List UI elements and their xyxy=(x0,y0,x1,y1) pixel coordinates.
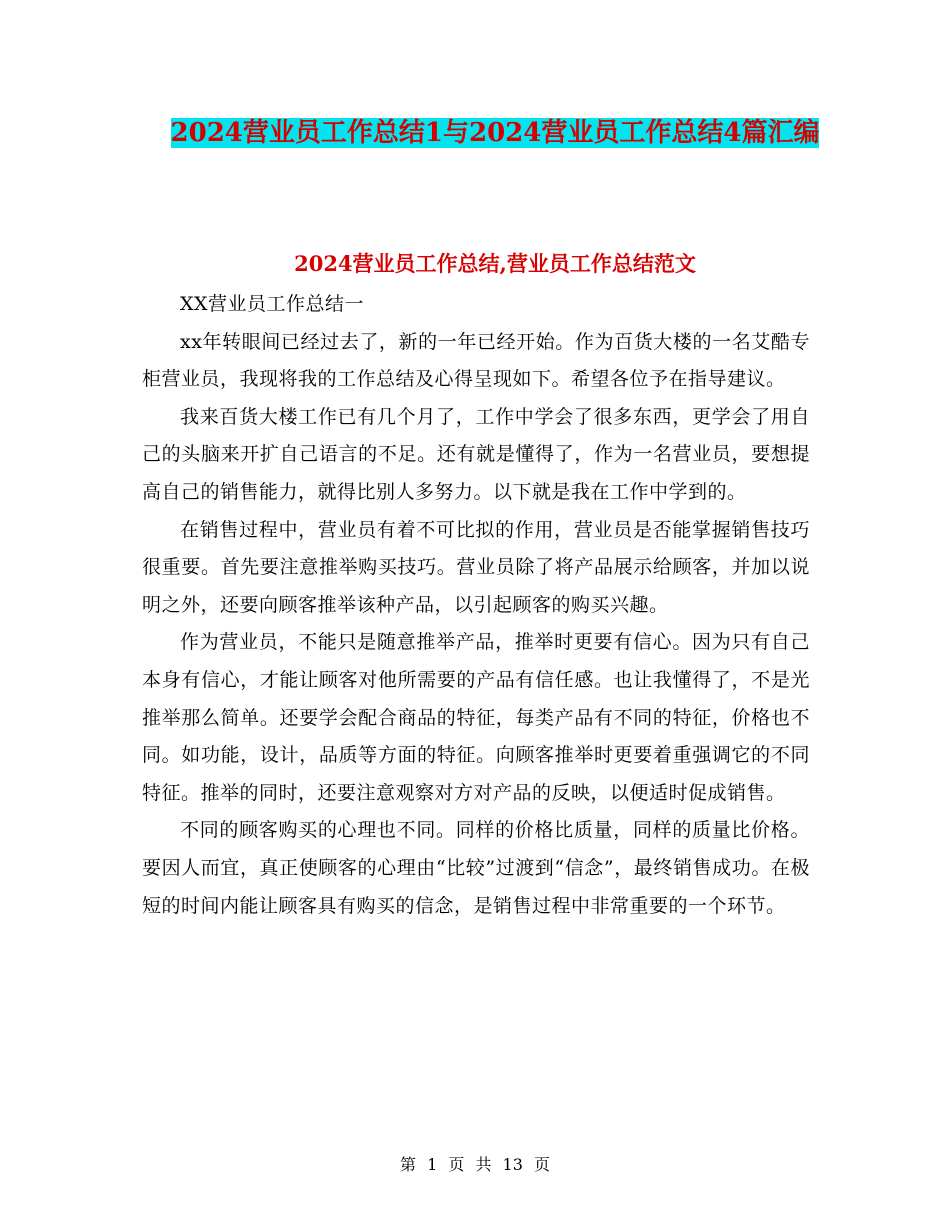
paragraph: 作为营业员，不能只是随意推举产品，推举时更要有信心。因为只有自己本身有信心，才能让顾客对他所需要的产品有信任感。也让我懂得了，不是光推举那么简单。还要学会配合商品的特征，每类产品有不同的特征，价格也不同。如功能，设计，品质等方面的特征。向顾客推举时更要着重强调它的不同特征。推举的同时，还要注意观察对方对产品的反映，以便适时促成销售。 xyxy=(142,631,810,804)
page-number-footer: 第 1 页 共 13 页 xyxy=(400,1155,550,1174)
body-text xyxy=(142,286,810,925)
paragraph: 在销售过程中，营业员有着不可比拟的作用，营业员是否能掌握销售技巧很重要。首先要注意推举购买技巧。营业员除了将产品展示给顾客，并加以说明之外，还要向顾客推举该种产品，以引起顾客的购买兴趣。 xyxy=(142,518,810,616)
paragraph: 不同的顾客购买的心理也不同。同样的价格比质量，同样的质量比价格。要因人而宜，真正使顾客的心理由“比较”过渡到“信念”，最终销售成功。在极短的时间内能让顾客具有购买的信念，是销售过程中非常重要的一个环节。 xyxy=(142,819,810,917)
paragraph: 我来百货大楼工作已有几个月了，工作中学会了很多东西，更学会了用自己的头脑来开扩自己语言的不足。还有就是懂得了，作为一名营业员，要想提高自己的销售能力，就得比别人多努力。以下就是我在工作中学到的。 xyxy=(142,405,810,503)
section-heading: 2024营业员工作总结,营业员工作总结范文 xyxy=(294,251,696,276)
paragraph: xx年转眼间已经过去了，新的一年已经开始。作为百货大楼的一名艾酷专柜营业员，我现将我的工作总结及心得呈现如下。希望各位予在指导建议。 xyxy=(142,330,810,391)
document-title-text: 2024营业员工作总结1与2024营业员工作总结4篇汇编 xyxy=(170,118,820,148)
document-title xyxy=(140,110,850,156)
paragraph: XX营业员工作总结一 xyxy=(180,293,365,315)
